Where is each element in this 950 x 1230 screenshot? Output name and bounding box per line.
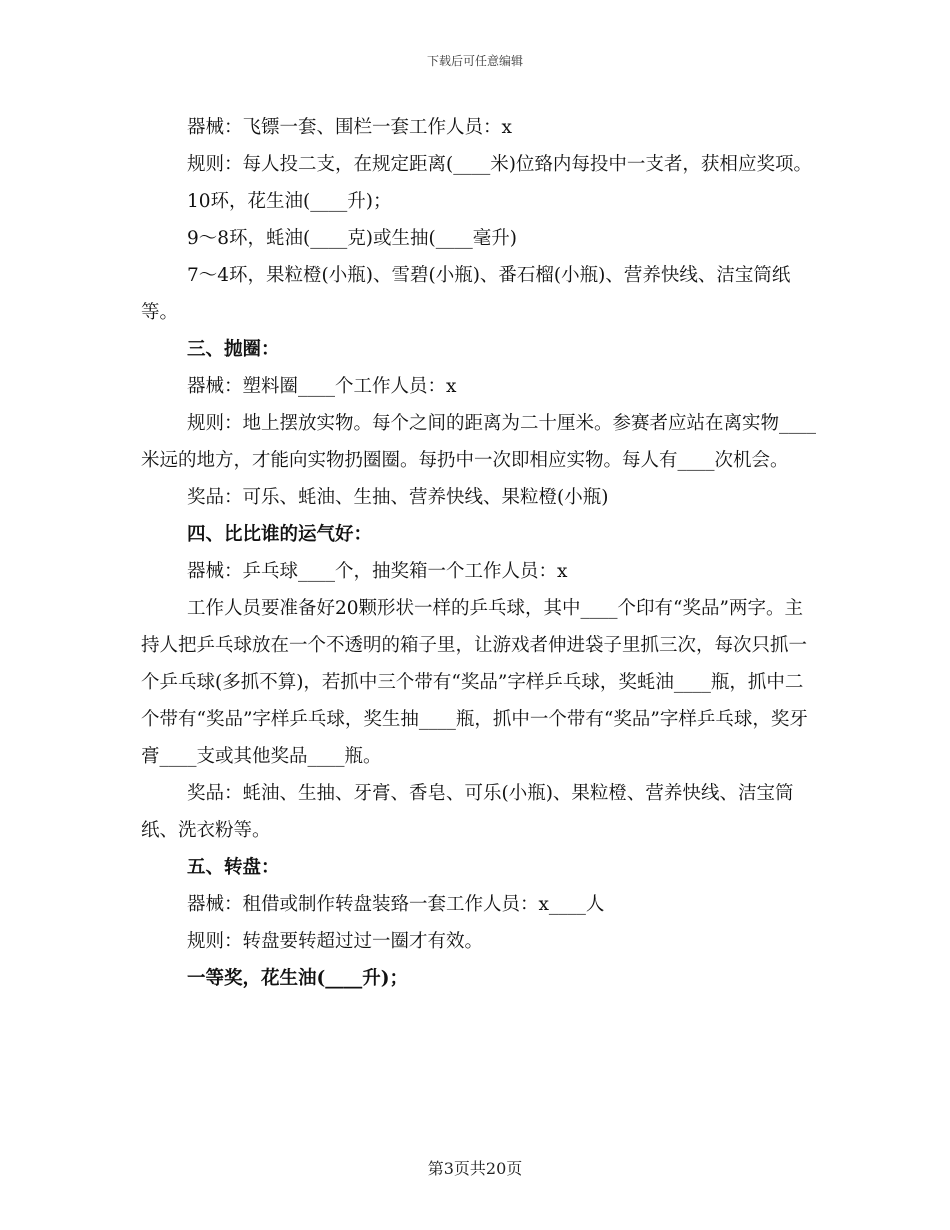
paragraph-prizes-ring-toss: 奖品：可乐、蚝油、生抽、营养快线、果粒橙(小瓶) xyxy=(187,487,609,508)
page-header: 下载后可任意编辑 xyxy=(426,54,523,68)
paragraph-equipment-turntable: 器械：租借或制作转盘装臵一套工作人员：x____人 xyxy=(187,894,605,915)
section-heading-ring-toss: 三、抛圈： xyxy=(187,339,280,360)
paragraph-rules-luck-game: 工作人员要准备好20颗形状一样的乒乓球，其中____个印有“奖品”两字。主持人把乒乓球放在一个不透明的箱子里，让游戏者伸进袋子里抓三次，每次只抓一个乒乓球(多抓不算)，若抓中三个带有“奖品”字样乒乓球，奖蚝油____瓶，抓中二个带有“奖品”字样乒乓球，奖生抽____瓶，抓中一个带有“奖品”字样乒乓球，奖牙膏____支或其他奖品____瓶。 xyxy=(141,598,808,767)
paragraph-rules-ring-toss: 规则：地上摆放实物。每个之间的距离为二十厘米。参赛者应站在离实物____米远的地方，才能向实物扔圈圈。每扔中一次即相应实物。每人有____次机会。 xyxy=(141,413,817,471)
paragraph-prize-10-ring: 10环，花生油(____升)； xyxy=(187,191,392,212)
paragraph-rules-darts: 规则：每人投二支，在规定距离(____米)位臵内每投中一支者，获相应奖项。 xyxy=(187,154,812,175)
document-body xyxy=(141,109,821,997)
paragraph-prize-7-4-ring: 7～4环，果粒橙(小瓶)、雪碧(小瓶)、番石榴(小瓶)、营养快线、洁宝筒纸等。 xyxy=(141,265,791,323)
page-footer: 第3页共20页 xyxy=(427,1159,523,1178)
section-heading-turntable: 五、转盘： xyxy=(187,857,280,878)
paragraph-equipment-ring-toss: 器械：塑料圈____个工作人员：x xyxy=(187,376,457,397)
paragraph-prizes-luck-game: 奖品：蚝油、生抽、牙膏、香皂、可乐(小瓶)、果粒橙、营养快线、洁宝筒纸、洗衣粉等。 xyxy=(141,783,794,841)
paragraph-prize-9-8-ring: 9～8环，蚝油(____克)或生抽(____毫升) xyxy=(187,228,517,249)
paragraph-first-prize: 一等奖，花生油(____升)； xyxy=(187,968,409,989)
paragraph-equipment-darts: 器械：飞镖一套、围栏一套工作人员：x xyxy=(187,117,512,138)
paragraph-rules-turntable: 规则：转盘要转超过过一圈才有效。 xyxy=(187,931,484,952)
section-heading-luck-game: 四、比比谁的运气好： xyxy=(187,524,373,545)
paragraph-equipment-luck-game: 器械：乒乓球____个，抽奖箱一个工作人员：x xyxy=(187,561,568,582)
